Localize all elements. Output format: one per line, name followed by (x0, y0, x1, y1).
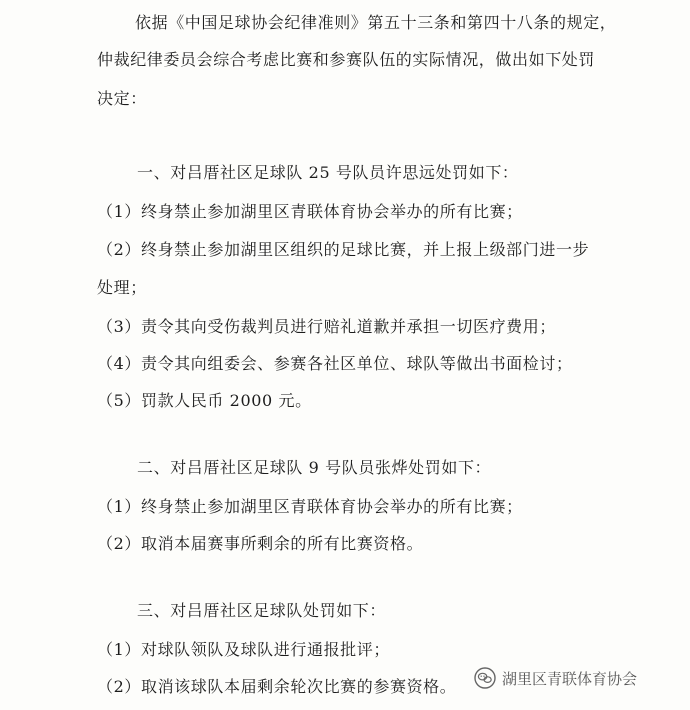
account-watermark (474, 665, 637, 691)
section-1-heading: 一、对吕厝社区足球队 25 号队员许思远处罚如下： (137, 163, 519, 182)
account-name: 湖里区青联体育协会 (502, 669, 638, 688)
section-2-item-2: （2）取消本届赛事所剩余的所有比赛资格。 (97, 534, 424, 553)
section-1-item-4: （4）责令其向组委会、参赛各社区单位、球队等做出书面检讨； (97, 354, 573, 373)
intro-line-3: 决定： (97, 89, 147, 108)
wechat-icon (474, 667, 496, 689)
section-1-item-3: （3）责令其向受伤裁判员进行赔礼道歉并承担一切医疗费用； (97, 317, 556, 336)
section-1-item-2-cont: 处理； (97, 278, 147, 297)
section-3-heading: 三、对吕厝社区足球队处罚如下： (137, 601, 387, 620)
section-3-item-1: （1）对球队领队及球队进行通报批评； (97, 640, 390, 659)
section-3-item-2: （2）取消该球队本届剩余轮次比赛的参赛资格。 (97, 677, 457, 696)
section-2-item-1: （1）终身禁止参加湖里区青联体育协会举办的所有比赛； (97, 497, 523, 516)
section-1-item-2: （2）终身禁止参加湖里区组织的足球比赛，并上报上级部门进一步 (97, 240, 590, 259)
section-1-item-1: （1）终身禁止参加湖里区青联体育协会举办的所有比赛； (97, 202, 523, 221)
section-2-heading: 二、对吕厝社区足球队 9 号队员张烨处罚如下： (137, 458, 492, 477)
intro-line-2: 仲裁纪律委员会综合考虑比赛和参赛队伍的实际情况，做出如下处罚 (97, 50, 596, 69)
intro-line-1: 依据《中国足球协会纪律准则》第五十三条和第四十八条的规定， (135, 13, 617, 32)
section-1-item-5: （5）罚款人民币 2000 元。 (97, 391, 312, 410)
